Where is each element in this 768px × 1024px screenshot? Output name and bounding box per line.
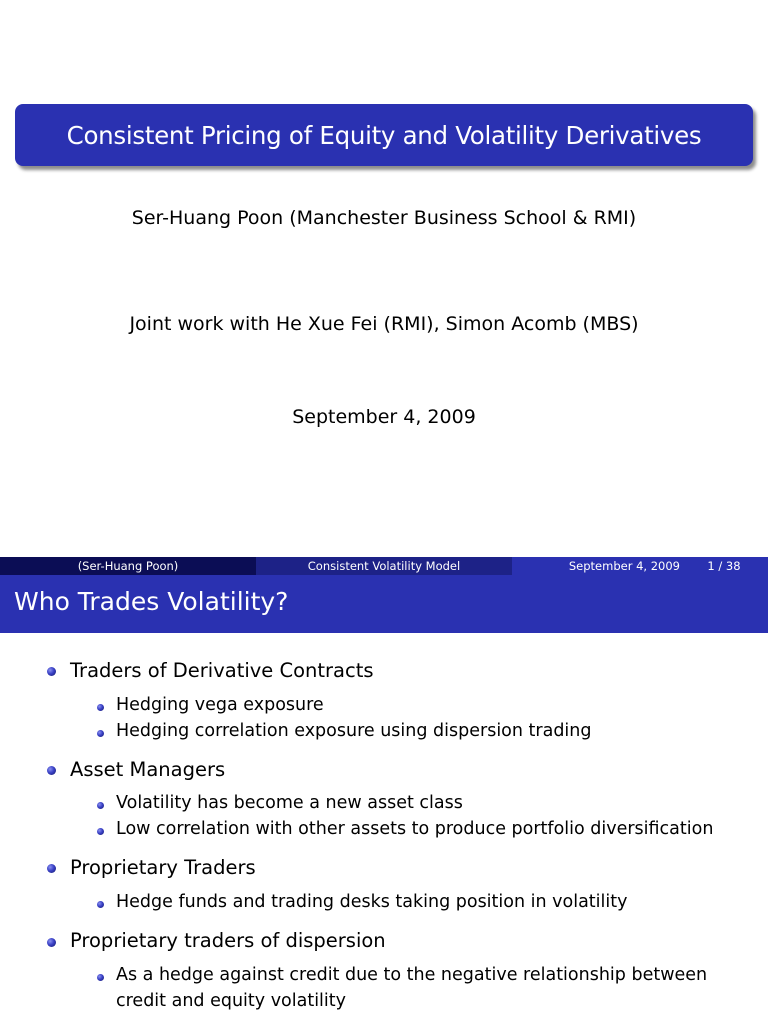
sub-bullet-icon: [97, 974, 104, 981]
sub-bullet-item: As a hedge against credit due to the negative relationship between: [116, 965, 708, 985]
sub-bullet-icon: [97, 901, 104, 908]
author-line: Ser-Huang Poon (Manchester Business School & RMI): [131, 207, 637, 229]
bullet-item: Proprietary traders of dispersion: [70, 929, 386, 952]
sub-bullet-icon: [97, 802, 104, 809]
bullet-item: Asset Managers: [70, 758, 226, 781]
footer-page-number: 1 / 38: [707, 559, 741, 573]
footer-author: (Ser-Huang Poon): [0, 557, 256, 575]
joint-work-line: Joint work with He Xue Fei (RMI), Simon Acomb (MBS): [129, 313, 639, 335]
sub-bullet-icon: [97, 704, 104, 711]
bullet-icon: [47, 667, 56, 676]
presentation-title: Consistent Pricing of Equity and Volatility Derivatives: [66, 120, 702, 150]
sub-bullet-item: Hedging correlation exposure using dispersion trading: [116, 721, 592, 741]
frame-title-bar: [0, 575, 768, 633]
bullet-icon: [47, 766, 56, 775]
sub-bullet-item: Hedging vega exposure: [116, 695, 324, 715]
bullet-icon: [47, 938, 56, 947]
bullet-icon: [47, 864, 56, 873]
footer-short-title: Consistent Volatility Model: [256, 557, 512, 575]
sub-bullet-item: Low correlation with other assets to produce portfolio diversification: [116, 819, 714, 839]
sub-bullet-item-continued: credit and equity volatility: [116, 991, 347, 1011]
footer-bar: [0, 557, 768, 575]
sub-bullet-icon: [97, 828, 104, 835]
sub-bullet-item: Hedge funds and trading desks taking position in volatility: [116, 892, 628, 912]
footer-date-page: [512, 557, 768, 575]
bullet-item: Proprietary Traders: [70, 856, 256, 879]
sub-bullet-icon: [97, 730, 104, 737]
date-line: September 4, 2009: [292, 406, 476, 428]
frame-title: Who Trades Volatility?: [14, 587, 289, 616]
title-banner: [15, 104, 753, 166]
footer-date: September 4, 2009: [568, 559, 680, 573]
bullet-item: Traders of Derivative Contracts: [70, 659, 374, 682]
sub-bullet-item: Volatility has become a new asset class: [116, 793, 463, 813]
